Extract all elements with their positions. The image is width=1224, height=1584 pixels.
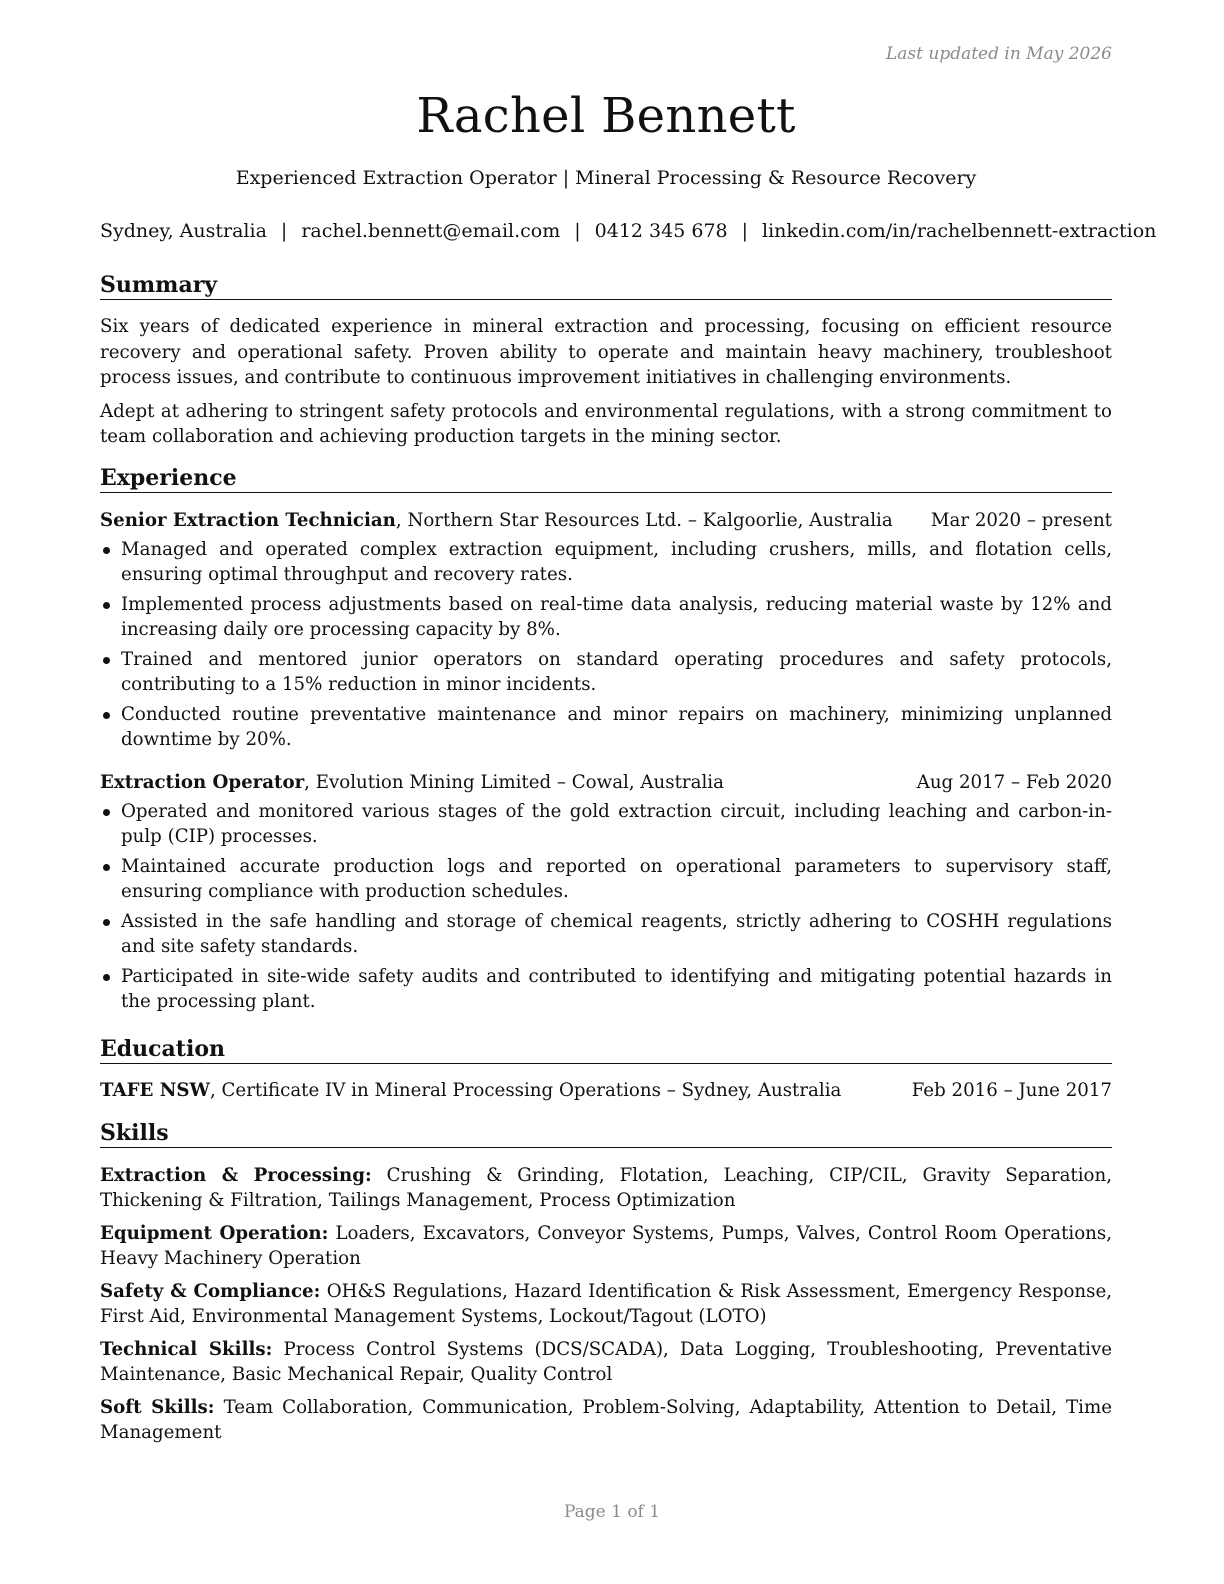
bullet-text: Operated and monitored various stages of the gold extraction circuit, including leaching and carbon-in-pulp (CIP) processes. [121,801,1112,847]
bullet-dot-icon [103,864,110,871]
skill-line [100,1279,1112,1329]
summary-paragraph: Six years of dedicated experience in mineral extraction and processing, focusing on efficient resource recovery and operational safety. Proven ability to operate and maintain heavy machinery, troubleshoot process issues, and contribute to continuous improvement initiatives in challenging environments. [100,316,1112,388]
job-bullets [100,537,1112,752]
bullet-text: Trained and mentored junior operators on standard operating procedures and safety protocols, contributing to a 15% reduction in minor incidents. [121,649,1112,695]
job-entry [100,770,1112,1014]
education-dates: Feb 2016 – June 2017 [911,1080,1112,1101]
bullet-dot-icon [103,919,110,926]
job-org: , Northern Star Resources Ltd. – Kalgoorlie, Australia [395,510,893,531]
job-bullets [100,799,1112,1014]
last-updated-note: Last updated in May 2026 [885,44,1112,64]
bullet-text: Maintained accurate production logs and reported on operational parameters to supervisory staff, ensuring compliance with production schedules. [121,856,1112,902]
job-header [100,508,1112,533]
section-title-summary: Summary [100,272,1112,300]
skill-label: Equipment Operation: [100,1223,329,1244]
page-footer: Page 1 of 1 [563,1502,661,1522]
bullet-dot-icon [103,809,110,816]
skill-text: Loaders, Excavators, Conveyor Systems, Pumps, Valves, Control Room Operations, Heavy Machinery Operation [100,1223,1112,1269]
job-dates: Mar 2020 – present [930,510,1112,531]
education-entry [100,1078,1112,1103]
skill-text: Process Control Systems (DCS/SCADA), Data Logging, Troubleshooting, Preventative Maintenance, Basic Mechanical Repair, Quality Control [100,1339,1112,1385]
job-role: Senior Extraction Technician [100,510,396,531]
bullet-dot-icon [103,547,110,554]
job-bullet [100,702,1112,752]
skill-line [100,1163,1112,1213]
skill-label: Soft Skills: [100,1397,215,1418]
job-bullet [100,909,1112,959]
job-org: , Evolution Mining Limited – Cowal, Australia [304,772,724,793]
contact-location: Sydney, Australia [100,220,267,242]
summary-paragraph: Adept at adhering to stringent safety protocols and environmental regulations, with a strong commitment to team collaboration and achieving production targets in the mining sector. [100,400,1112,447]
bullet-dot-icon [103,974,110,981]
contact-separator: | [574,220,581,242]
job-entry [100,508,1112,752]
bullet-text: Managed and operated complex extraction equipment, including crushers, mills, and flotation cells, ensuring optimal throughput and recovery rates. [121,539,1112,585]
skill-label: Safety & Compliance: [100,1281,321,1302]
education-section [100,1036,1112,1103]
skill-label: Technical Skills: [100,1339,273,1360]
job-bullet [100,964,1112,1014]
skill-label: Extraction & Processing: [100,1165,372,1186]
job-bullet [100,799,1112,849]
job-bullet [100,592,1112,642]
job-bullet [100,854,1112,904]
job-role: Extraction Operator [100,772,305,793]
job-bullet [100,537,1112,587]
education-detail: , Certificate IV in Mineral Processing Operations – Sydney, Australia [209,1080,842,1101]
bullet-dot-icon [103,712,110,719]
bullet-text: Conducted routine preventative maintenance and minor repairs on machinery, minimizing unplanned downtime by 20%. [121,704,1112,750]
bullet-dot-icon [103,602,110,609]
summary-section [100,272,1112,450]
skills-list [100,1163,1112,1445]
section-title-education: Education [100,1036,1112,1064]
skill-text: Crushing & Grinding, Flotation, Leaching, CIP/CIL, Gravity Separation, Thickening & Filtration, Tailings Management, Process Optimization [100,1165,1113,1211]
skills-section [100,1120,1112,1453]
contact-phone: 0412 345 678 [594,220,728,242]
section-title-skills: Skills [100,1120,1112,1148]
bullet-text: Participated in site-wide safety audits and contributed to identifying and mitigating potential hazards in the processing plant. [121,966,1112,1012]
section-title-experience: Experience [100,465,1112,493]
contact-email[interactable]: rachel.bennett@email.com [301,220,561,242]
contact-linkedin[interactable]: linkedin.com/in/rachelbennett-extraction [762,220,1157,242]
job-bullet [100,647,1112,697]
education-institution: TAFE NSW [100,1080,210,1101]
bullet-text: Assisted in the safe handling and storage of chemical reagents, strictly adhering to COSHH regulations and site safety standards. [121,911,1112,957]
skill-line [100,1221,1112,1271]
bullet-text: Implemented process adjustments based on real-time data analysis, reducing material waste by 12% and increasing daily ore processing capacity by 8%. [121,594,1112,640]
contact-separator: | [280,220,288,242]
bullet-dot-icon [103,657,110,664]
experience-section [100,465,1112,1019]
contact-separator: | [741,220,749,242]
skill-text: OH&S Regulations, Hazard Identification & Risk Assessment, Emergency Response, First Aid, Environmental Management Systems, Lockout/Tagout (LOTO) [100,1281,1113,1327]
tagline: Experienced Extraction Operator | Mineral Processing & Resource Recovery [235,167,977,189]
contact-line [100,220,1157,242]
job-header [100,770,1112,795]
skill-line [100,1337,1112,1387]
skill-text: Team Collaboration, Communication, Problem-Solving, Adaptability, Attention to Detail, Time Management [100,1397,1112,1443]
job-dates: Aug 2017 – Feb 2020 [916,772,1112,793]
candidate-name: Rachel Bennett [416,88,796,144]
skill-line [100,1395,1112,1445]
